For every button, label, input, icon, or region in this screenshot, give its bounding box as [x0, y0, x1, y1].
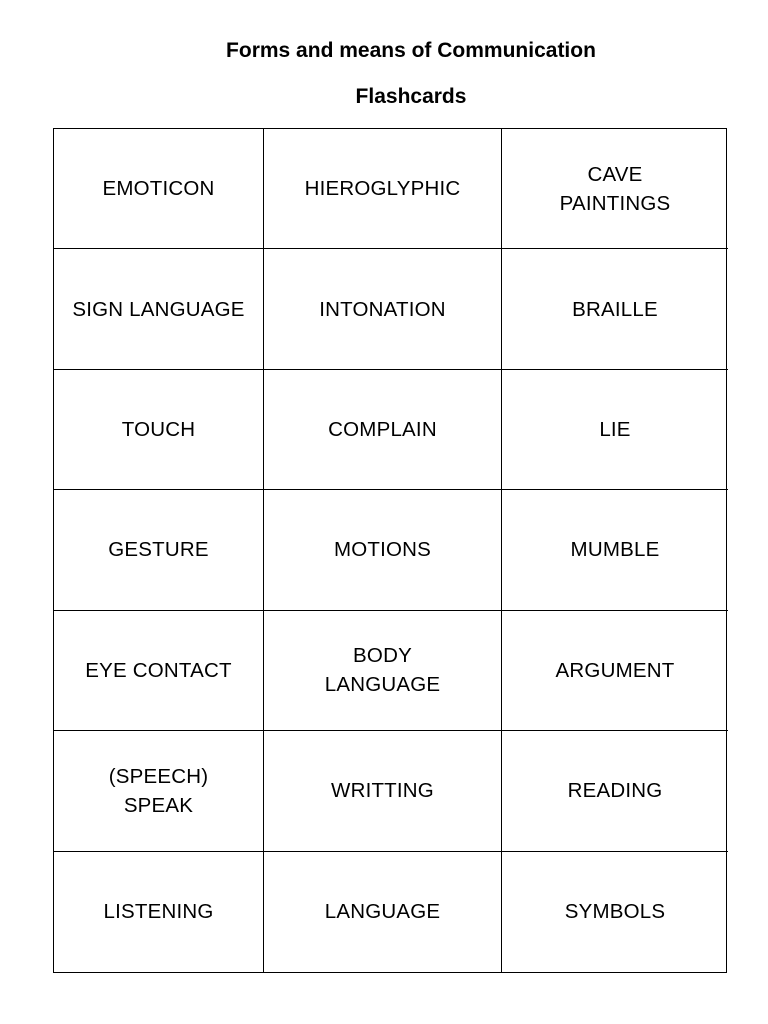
flashcard-cell — [264, 611, 502, 731]
flashcard-cell — [264, 852, 502, 972]
document-title: Forms and means of Communication — [226, 39, 596, 62]
flashcard-word: BODY LANGUAGE — [324, 644, 441, 697]
flashcard-cell — [264, 129, 502, 249]
flashcard-cell — [502, 370, 728, 490]
flashcard-cell — [54, 852, 264, 972]
flashcard-cell — [502, 129, 728, 249]
flashcard-cell — [54, 490, 264, 610]
flashcard-cell — [264, 490, 502, 610]
flashcard-cell — [54, 731, 264, 851]
flashcard-cell — [54, 370, 264, 490]
flashcard-word: EYE CONTACT — [85, 658, 232, 682]
flashcard-cell — [54, 611, 264, 731]
flashcard-word: WRITTING — [331, 779, 434, 803]
flashcard-word: INTONATION — [319, 297, 446, 321]
flashcard-word: COMPLAIN — [328, 418, 437, 442]
flashcard-word: SIGN LANGUAGE — [72, 297, 245, 321]
flashcard-cell — [502, 731, 728, 851]
flashcard-cell — [264, 731, 502, 851]
document-subtitle: Flashcards — [355, 85, 467, 108]
flashcard-cell — [54, 129, 264, 249]
flashcard-cell — [54, 249, 264, 369]
flashcard-word: (SPEECH) SPEAK — [108, 764, 209, 817]
flashcard-word: MOTIONS — [333, 538, 432, 562]
flashcard-cell — [502, 852, 728, 972]
flashcard-word: MUMBLE — [570, 538, 660, 562]
flashcard-word: HIEROGLYPHIC — [304, 177, 461, 201]
flashcard-word: READING — [567, 779, 663, 803]
flashcard-word: SYMBOLS — [564, 900, 666, 924]
flashcard-cell — [502, 249, 728, 369]
flashcard-word: GESTURE — [108, 538, 209, 562]
flashcard-table — [53, 128, 727, 973]
flashcard-word: TOUCH — [121, 418, 196, 442]
flashcard-cell — [502, 490, 728, 610]
flashcard-word: LISTENING — [103, 900, 214, 924]
flashcard-cell — [264, 249, 502, 369]
flashcard-word: LANGUAGE — [324, 900, 441, 924]
flashcard-word: EMOTICON — [102, 177, 215, 201]
flashcard-cell — [264, 370, 502, 490]
flashcard-word: CAVE PAINTINGS — [559, 162, 671, 215]
flashcard-word: ARGUMENT — [555, 658, 675, 682]
flashcard-word: LIE — [599, 418, 631, 442]
flashcard-cell — [502, 611, 728, 731]
flashcard-word: BRAILLE — [572, 297, 658, 321]
